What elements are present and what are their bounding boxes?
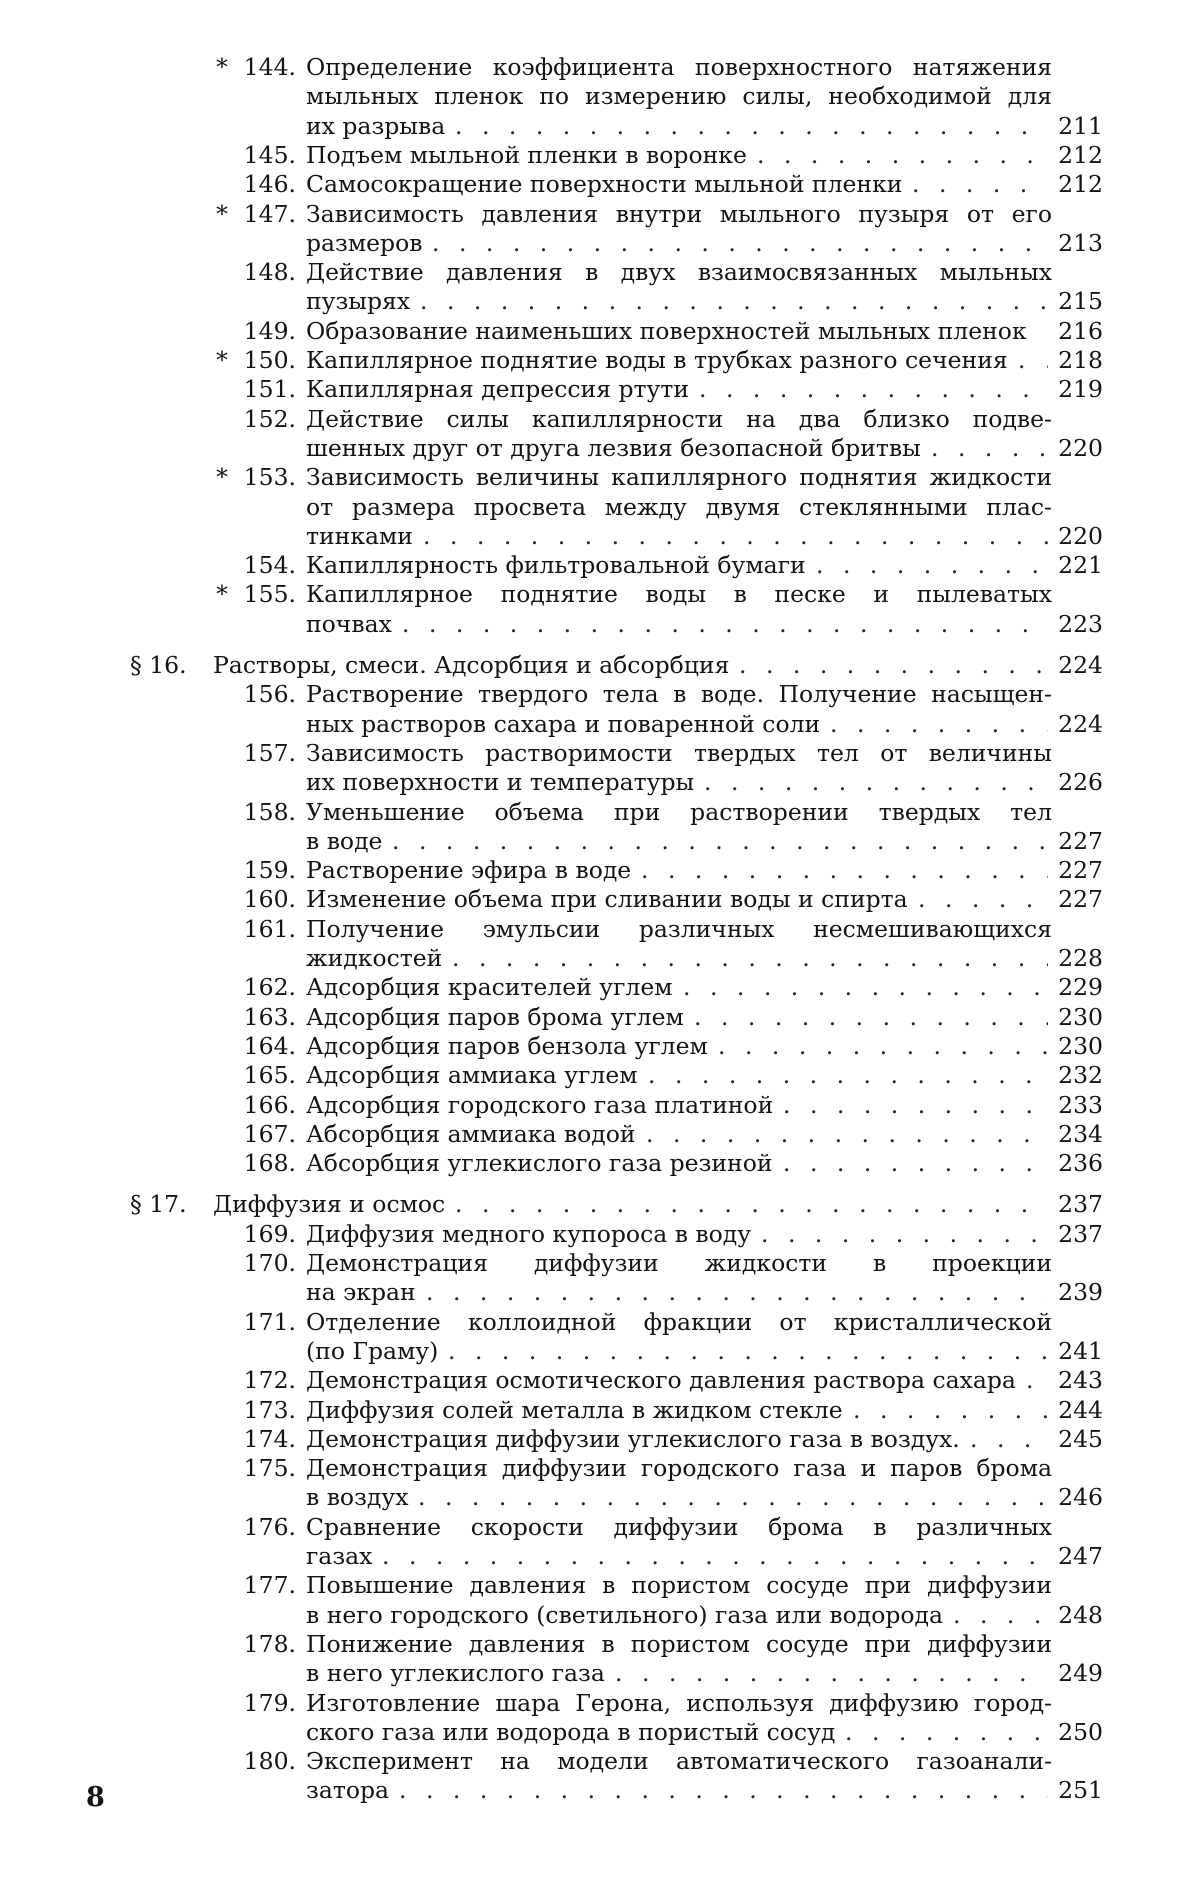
entry-text: Демонстрация диффузии городского газа и паров брома bbox=[306, 1453, 1052, 1483]
item-number: 166. bbox=[244, 1090, 296, 1120]
page-ref: 224 bbox=[1053, 709, 1103, 739]
toc-line bbox=[0, 1453, 1200, 1483]
page-ref: 224 bbox=[1053, 650, 1103, 680]
dot-leader: . bbox=[1026, 1365, 1048, 1395]
page-ref: 244 bbox=[1053, 1395, 1103, 1425]
toc-line bbox=[0, 492, 1200, 522]
item-number: 154. bbox=[244, 550, 296, 580]
page-ref: 220 bbox=[1053, 433, 1103, 463]
entry-text: Растворение эфира в воде bbox=[306, 855, 631, 885]
toc-line bbox=[0, 797, 1200, 827]
dot-leader: . . . . . bbox=[918, 884, 1048, 914]
dot-leader: . . . . . . . . . . . . . . . . . . . . . . bbox=[448, 1336, 1048, 1366]
entry-text: Диффузия солей металла в жидком стекле bbox=[306, 1395, 843, 1425]
page-ref: 239 bbox=[1053, 1277, 1103, 1307]
dot-leader: . . . . . . . . . . . . . . . . . . . . . . . bbox=[432, 228, 1048, 258]
item-number: 174. bbox=[244, 1424, 296, 1454]
entry-text: Капиллярное поднятие воды в песке и пылеватых bbox=[306, 579, 1052, 609]
toc-line bbox=[0, 1629, 1200, 1659]
dot-leader: . . . . . bbox=[912, 169, 1048, 199]
item-number: 150. bbox=[244, 345, 296, 375]
toc-line bbox=[0, 1148, 1200, 1178]
dot-leader: . . . . . . . bbox=[853, 1395, 1048, 1425]
toc-line bbox=[0, 169, 1200, 199]
toc-line bbox=[0, 1424, 1200, 1454]
dot-leader: . . . . . . . . . . . . . . . . . . . . . . bbox=[455, 111, 1048, 141]
entry-text: Диффузия медного купороса в воду bbox=[306, 1219, 751, 1249]
dot-leader: . . . . . . . . . . . . . bbox=[704, 767, 1048, 797]
toc-line bbox=[0, 1512, 1200, 1542]
page-number: 8 bbox=[86, 1782, 105, 1813]
page-ref: 211 bbox=[1053, 111, 1103, 141]
item-number: 146. bbox=[244, 169, 296, 199]
entry-text: на экран bbox=[306, 1277, 416, 1307]
page-ref: 226 bbox=[1053, 767, 1103, 797]
item-number: 173. bbox=[244, 1395, 296, 1425]
toc-line bbox=[0, 609, 1200, 639]
page-ref: 212 bbox=[1053, 140, 1103, 170]
item-number: 144. bbox=[244, 52, 296, 82]
asterisk-marker: * bbox=[212, 579, 232, 609]
entry-text: Зависимость растворимости твердых тел от величины bbox=[306, 738, 1052, 768]
toc-line bbox=[0, 884, 1200, 914]
item-number: 156. bbox=[244, 679, 296, 709]
entry-text: Растворение твердого тела в воде. Получение насыщен- bbox=[306, 679, 1052, 709]
dot-leader: . . . . . . . . . . . . . . . . . . . . . . bbox=[452, 943, 1048, 973]
dot-leader: . . . . bbox=[931, 433, 1048, 463]
entry-text: Адсорбция красителей углем bbox=[306, 972, 673, 1002]
item-number: 145. bbox=[244, 140, 296, 170]
dot-leader: . . . . . . . . . . . . . . . . . . . . . . . bbox=[423, 521, 1048, 551]
toc-line bbox=[0, 345, 1200, 375]
toc-line bbox=[0, 1002, 1200, 1032]
toc-line bbox=[0, 855, 1200, 885]
item-number: 170. bbox=[244, 1248, 296, 1278]
page-ref: 241 bbox=[1053, 1336, 1103, 1366]
entry-text: ского газа или водорода в пористый сосуд bbox=[306, 1717, 835, 1747]
item-number: 161. bbox=[244, 914, 296, 944]
dot-leader: . . . . . . . . . . . . . . . . . . . . . . . . bbox=[402, 609, 1048, 639]
dot-leader: . . . . . . . . . . . . bbox=[739, 650, 1048, 680]
toc-line bbox=[0, 257, 1200, 287]
toc-line bbox=[0, 521, 1200, 551]
toc-line bbox=[0, 1746, 1200, 1776]
toc-line bbox=[0, 1336, 1200, 1366]
toc-line bbox=[0, 1277, 1200, 1307]
item-number: 155. bbox=[244, 579, 296, 609]
item-number: 162. bbox=[244, 972, 296, 1002]
toc-line bbox=[0, 579, 1200, 609]
page-ref: 245 bbox=[1053, 1424, 1103, 1454]
dot-leader: . . . . . . . . . . . bbox=[761, 1219, 1048, 1249]
page-ref: 213 bbox=[1053, 228, 1103, 258]
dot-leader: . . . . . . . . . . . . . . . bbox=[641, 855, 1048, 885]
toc-line bbox=[0, 826, 1200, 856]
entry-text: Адсорбция аммиака углем bbox=[306, 1060, 638, 1090]
asterisk-marker: * bbox=[212, 345, 232, 375]
page-ref: 237 bbox=[1053, 1189, 1103, 1219]
entry-text: в него углекислого газа bbox=[306, 1658, 605, 1688]
item-number: 169. bbox=[244, 1219, 296, 1249]
dot-leader: . . . . . . . . . . . . . . . . . . . . . . . . bbox=[399, 1775, 1048, 1805]
item-number: 164. bbox=[244, 1031, 296, 1061]
item-number: 180. bbox=[244, 1746, 296, 1776]
dot-leader: . . . . . . . . . . . . . . . . . . . . . . . bbox=[426, 1277, 1048, 1307]
dot-leader: . . . . . . . . bbox=[830, 709, 1048, 739]
entry-text: Понижение давления в пористом сосуде при диффузии bbox=[306, 1629, 1052, 1659]
item-number: 149. bbox=[244, 316, 296, 346]
dot-leader: . . . . . . . . . . . . bbox=[718, 1031, 1048, 1061]
toc-line bbox=[0, 1119, 1200, 1149]
entry-text: в него городского (светильного) газа или водорода bbox=[306, 1600, 943, 1630]
item-number: 172. bbox=[244, 1365, 296, 1395]
item-number: 148. bbox=[244, 257, 296, 287]
dot-leader: . . . . . . . . . . . . . . bbox=[683, 972, 1048, 1002]
page-ref: 250 bbox=[1053, 1717, 1103, 1747]
entry-text: пузырях bbox=[306, 286, 410, 316]
page-ref: 227 bbox=[1053, 884, 1103, 914]
page-ref: 232 bbox=[1053, 1060, 1103, 1090]
toc-line bbox=[0, 1482, 1200, 1512]
toc-line bbox=[0, 228, 1200, 258]
page-ref: 246 bbox=[1053, 1482, 1103, 1512]
page-ref: 237 bbox=[1053, 1219, 1103, 1249]
dot-leader: . . . . . . . . . . . . . . . . . . . . . . . . bbox=[392, 826, 1048, 856]
toc-line bbox=[0, 1365, 1200, 1395]
entry-text: мыльных пленок по измерению силы, необходимой для bbox=[306, 81, 1052, 111]
entry-text: Абсорбция углекислого газа резиной bbox=[306, 1148, 773, 1178]
toc-line bbox=[0, 1600, 1200, 1630]
page-ref: 219 bbox=[1053, 374, 1103, 404]
toc-line bbox=[0, 52, 1200, 82]
entry-text: Определение коэффициента поверхностного натяжения bbox=[306, 52, 1052, 82]
toc-line bbox=[0, 1688, 1200, 1718]
toc-line bbox=[0, 550, 1200, 580]
entry-text: от размера просвета между двумя стеклянными плас- bbox=[306, 492, 1052, 522]
entry-text: Изготовление шара Герона, используя диффузию город- bbox=[306, 1688, 1052, 1718]
dot-leader: . . . . . . . . . bbox=[816, 550, 1048, 580]
toc-line bbox=[0, 286, 1200, 316]
item-number: 179. bbox=[244, 1688, 296, 1718]
page-ref: 220 bbox=[1053, 521, 1103, 551]
entry-text: Самосокращение поверхности мыльной пленки bbox=[306, 169, 902, 199]
toc-line bbox=[0, 709, 1200, 739]
entry-text: размеров bbox=[306, 228, 422, 258]
item-number: 147. bbox=[244, 199, 296, 229]
item-number: 176. bbox=[244, 1512, 296, 1542]
item-number: 158. bbox=[244, 797, 296, 827]
dot-leader: . . . . bbox=[953, 1600, 1048, 1630]
section-number: § 17. bbox=[130, 1189, 187, 1219]
toc-line bbox=[0, 1775, 1200, 1805]
toc-line bbox=[0, 1717, 1200, 1747]
page-ref: 233 bbox=[1053, 1090, 1103, 1120]
dot-leader: . . . . . . . . . . . . . . . . . . . . . . bbox=[455, 1189, 1048, 1219]
dot-leader: . . . . . . . . . . . . . . . bbox=[646, 1119, 1048, 1149]
section-title: Диффузия и осмос bbox=[213, 1189, 445, 1219]
page-ref: 228 bbox=[1053, 943, 1103, 973]
entry-text: в воздух bbox=[306, 1482, 408, 1512]
dot-leader: . . . . . . . . . . . bbox=[757, 140, 1048, 170]
item-number: 168. bbox=[244, 1148, 296, 1178]
page-ref: 212 bbox=[1053, 169, 1103, 199]
toc-line bbox=[0, 914, 1200, 944]
page-ref: 247 bbox=[1053, 1541, 1103, 1571]
page-ref: 230 bbox=[1053, 1031, 1103, 1061]
toc-line bbox=[0, 972, 1200, 1002]
entry-text: их разрыва bbox=[306, 111, 445, 141]
item-number: 151. bbox=[244, 374, 296, 404]
entry-text: (по Граму) bbox=[306, 1336, 438, 1366]
page-ref: 227 bbox=[1053, 826, 1103, 856]
item-number: 159. bbox=[244, 855, 296, 885]
toc-line bbox=[0, 111, 1200, 141]
toc-line bbox=[0, 316, 1200, 346]
entry-text: Получение эмульсии различных несмешивающихся bbox=[306, 914, 1052, 944]
toc-line bbox=[0, 374, 1200, 404]
item-number: 163. bbox=[244, 1002, 296, 1032]
dot-leader: . . . . . . . . . . . . . . . bbox=[648, 1060, 1048, 1090]
dot-leader: . bbox=[1018, 345, 1048, 375]
entry-text: Адсорбция паров брома углем bbox=[306, 1002, 684, 1032]
item-number: 153. bbox=[244, 462, 296, 492]
entry-text: тинками bbox=[306, 521, 413, 551]
toc-line bbox=[0, 1060, 1200, 1090]
toc-line bbox=[0, 199, 1200, 229]
asterisk-marker: * bbox=[212, 462, 232, 492]
page-ref: 216 bbox=[1053, 316, 1103, 346]
page-ref: 230 bbox=[1053, 1002, 1103, 1032]
entry-text: Сравнение скорости диффузии брома в различных bbox=[306, 1512, 1052, 1542]
section-title: Растворы, смеси. Адсорбция и абсорбция bbox=[213, 650, 729, 680]
entry-text: Отделение коллоидной фракции от кристаллической bbox=[306, 1307, 1052, 1337]
item-number: 152. bbox=[244, 404, 296, 434]
toc-line bbox=[0, 404, 1200, 434]
toc-line bbox=[0, 1658, 1200, 1688]
entry-text: Демонстрация осмотического давления раствора сахара bbox=[306, 1365, 1016, 1395]
toc-line bbox=[0, 1307, 1200, 1337]
table-of-contents bbox=[0, 0, 1200, 1903]
page-ref: 234 bbox=[1053, 1119, 1103, 1149]
entry-text: Уменьшение объема при растворении твердых тел bbox=[306, 797, 1052, 827]
page-ref: 227 bbox=[1053, 855, 1103, 885]
dot-leader: . . . . . . . . . . bbox=[783, 1090, 1048, 1120]
toc-line bbox=[0, 1219, 1200, 1249]
entry-text: почвах bbox=[306, 609, 392, 639]
item-number: 165. bbox=[244, 1060, 296, 1090]
entry-text: Действие давления в двух взаимосвязанных мыльных bbox=[306, 257, 1052, 287]
page-ref: 249 bbox=[1053, 1658, 1103, 1688]
toc-section-heading bbox=[0, 650, 1200, 680]
toc-line bbox=[0, 433, 1200, 463]
page-ref: 243 bbox=[1053, 1365, 1103, 1395]
item-number: 171. bbox=[244, 1307, 296, 1337]
page-ref: 251 bbox=[1053, 1775, 1103, 1805]
entry-text: Капиллярное поднятие воды в трубках разного сечения bbox=[306, 345, 1008, 375]
section-number: § 16. bbox=[130, 650, 187, 680]
entry-text: жидкостей bbox=[306, 943, 442, 973]
page-ref: 229 bbox=[1053, 972, 1103, 1002]
entry-text: Образование наименьших поверхностей мыльных пленок bbox=[306, 316, 1027, 346]
entry-text: Действие силы капиллярности на два близко подве- bbox=[306, 404, 1052, 434]
entry-text: шенных друг от друга лезвия безопасной бритвы bbox=[306, 433, 921, 463]
entry-text: в воде bbox=[306, 826, 382, 856]
dot-leader: . . . . . . . . . . . . . . . . . . . . . . . bbox=[420, 286, 1048, 316]
item-number: 167. bbox=[244, 1119, 296, 1149]
toc-line bbox=[0, 1395, 1200, 1425]
entry-text: Капиллярность фильтровальной бумаги bbox=[306, 550, 806, 580]
toc-section-heading bbox=[0, 1189, 1200, 1219]
toc-line bbox=[0, 81, 1200, 111]
toc-line bbox=[0, 1570, 1200, 1600]
item-number: 178. bbox=[244, 1629, 296, 1659]
item-number: 175. bbox=[244, 1453, 296, 1483]
dot-leader: . . . . . . . . bbox=[845, 1717, 1048, 1747]
dot-leader: . . . . . . . . . . . . . bbox=[699, 374, 1048, 404]
entry-text: Адсорбция паров бензола углем bbox=[306, 1031, 708, 1061]
toc-line bbox=[0, 943, 1200, 973]
item-number: 177. bbox=[244, 1570, 296, 1600]
asterisk-marker: * bbox=[212, 52, 232, 82]
item-number: 157. bbox=[244, 738, 296, 768]
entry-text: Повышение давления в пористом сосуде при диффузии bbox=[306, 1570, 1052, 1600]
dot-leader: . . . . . . . . . . bbox=[783, 1148, 1048, 1178]
entry-text: Демонстрация диффузии углекислого газа в воздух. bbox=[306, 1424, 960, 1454]
entry-text: Зависимость величины капиллярного поднятия жидкости bbox=[306, 462, 1052, 492]
entry-text: Эксперимент на модели автоматического газоанали- bbox=[306, 1746, 1052, 1776]
entry-text: их поверхности и температуры bbox=[306, 767, 694, 797]
entry-text: затора bbox=[306, 1775, 389, 1805]
toc-line bbox=[0, 1541, 1200, 1571]
entry-text: газах bbox=[306, 1541, 372, 1571]
page-ref: 236 bbox=[1053, 1148, 1103, 1178]
entry-text: Демонстрация диффузии жидкости в проекции bbox=[306, 1248, 1052, 1278]
toc-line bbox=[0, 679, 1200, 709]
page-ref: 221 bbox=[1053, 550, 1103, 580]
page-ref: 215 bbox=[1053, 286, 1103, 316]
toc-line bbox=[0, 462, 1200, 492]
entry-text: ных растворов сахара и поваренной соли bbox=[306, 709, 820, 739]
dot-leader: . . . bbox=[970, 1424, 1048, 1454]
page-ref: 218 bbox=[1053, 345, 1103, 375]
dot-leader: . . . . . . . . . . . . . . . . bbox=[615, 1658, 1048, 1688]
page-ref: 223 bbox=[1053, 609, 1103, 639]
toc-line bbox=[0, 1248, 1200, 1278]
toc-line bbox=[0, 767, 1200, 797]
entry-text: Изменение объема при сливании воды и спирта bbox=[306, 884, 908, 914]
dot-leader: . . . . . . . . . . . . . bbox=[694, 1002, 1048, 1032]
entry-text: Абсорбция аммиака водой bbox=[306, 1119, 636, 1149]
entry-text: Адсорбция городского газа платиной bbox=[306, 1090, 773, 1120]
entry-text: Капиллярная депрессия ртути bbox=[306, 374, 689, 404]
toc-line bbox=[0, 738, 1200, 768]
page-ref: 248 bbox=[1053, 1600, 1103, 1630]
dot-leader: . . . . . . . . . . . . . . . . . . . . . . . bbox=[418, 1482, 1048, 1512]
toc-line bbox=[0, 1090, 1200, 1120]
entry-text: Зависимость давления внутри мыльного пузыря от его bbox=[306, 199, 1052, 229]
toc-line bbox=[0, 140, 1200, 170]
item-number: 160. bbox=[244, 884, 296, 914]
entry-text: Подъем мыльной пленки в воронке bbox=[306, 140, 747, 170]
toc-line bbox=[0, 1031, 1200, 1061]
dot-leader: . . . . . . . . . . . . . . . . . . . . . . . . . bbox=[382, 1541, 1048, 1571]
asterisk-marker: * bbox=[212, 199, 232, 229]
